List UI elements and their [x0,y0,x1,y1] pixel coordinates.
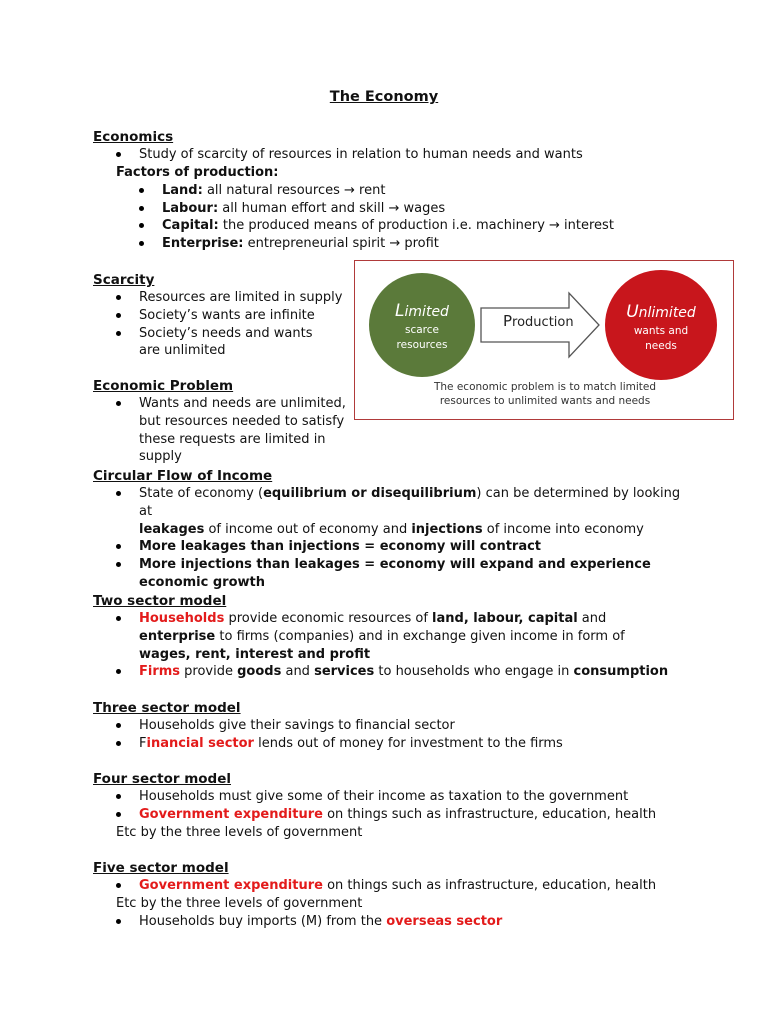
list-item: Society’s wants are infinite [93,307,343,325]
heading-three-sector: Three sector model [93,700,241,716]
section-four-sector [93,771,693,841]
three-sector-list [93,717,693,753]
list-item: More injections than leakages = economy will expand and experience economic growth [93,556,659,592]
scarcity-list [93,289,343,360]
heading-economics: Economics [93,129,174,145]
production-label: Production [503,312,574,330]
limited-resources-circle: Limited scarce resources [369,273,475,377]
heading-two-sector: Two sector model [93,593,227,609]
section-five-sector [93,860,693,930]
circular-flow-list [93,485,693,592]
list-item: Society’s needs and wants are unlimited [93,325,329,361]
list-item: More leakages than injections = economy will contract [93,538,693,556]
list-item: Resources are limited in supply [93,289,343,307]
factors-heading: Factors of production: [116,164,279,180]
heading-four-sector: Four sector model [93,771,231,787]
section-two-sector [93,593,693,681]
page-title: The Economy [329,89,439,105]
diagram-caption: The economic problem is to match limited resources to unlimited wants and needs [433,381,656,407]
factor-item-labour: Labour: all human effort and skill → wages [93,200,693,218]
section-economics [93,129,693,253]
list-item: Financial sector lends out of money for investment to the firms [93,735,693,753]
factor-item-land: Land: all natural resources → rent [93,182,693,200]
section-circular-flow [93,468,693,592]
section-scarcity [93,272,343,360]
economic-problem-diagram [354,260,734,420]
five-sector-list-2 [93,913,693,931]
heading-scarcity: Scarcity [93,272,155,288]
heading-circular-flow: Circular Flow of Income [93,468,273,484]
list-item: Households provide economic resources of land, labour, capital and enterprise to firms (companies) and in exchange given income in form of wages, rent, interest and profit [93,610,679,663]
four-sector-list [93,788,693,824]
section-economic-problem [93,378,373,466]
two-sector-list [93,610,693,681]
economics-list [93,146,693,164]
factors-list [93,182,693,253]
five-sector-list [93,877,693,895]
list-item: Firms provide goods and services to households who engage in consumption [93,663,693,681]
section-three-sector [93,700,693,753]
list-item: Households give their savings to financial sector [93,717,693,735]
economic-problem-list [93,395,373,466]
factor-item-capital: Capital: the produced means of production i.e. machinery → interest [93,217,693,235]
list-item: Study of scarcity of resources in relation to human needs and wants [93,146,693,164]
list-item: Households buy imports (M) from the overseas sector [93,913,693,931]
five-sector-note: Etc by the three levels of government [116,895,363,911]
factor-item-enterprise: Enterprise: entrepreneurial spirit → profit [93,235,693,253]
list-item: Households must give some of their income as taxation to the government [93,788,693,806]
list-item: Government expenditure on things such as infrastructure, education, health [93,877,693,895]
heading-five-sector: Five sector model [93,860,229,876]
list-item: Wants and needs are unlimited, but resources needed to satisfy these requests are limited in supply [93,395,354,466]
four-sector-note: Etc by the three levels of government [116,824,363,840]
list-item: Government expenditure on things such as infrastructure, education, health [93,806,693,824]
list-item: State of economy (equilibrium or disequilibrium) can be determined by looking at leakages of income out of economy and injections of income into economy [93,485,693,538]
heading-economic-problem: Economic Problem [93,378,234,394]
unlimited-wants-circle: Unlimited wants and needs [605,270,717,380]
